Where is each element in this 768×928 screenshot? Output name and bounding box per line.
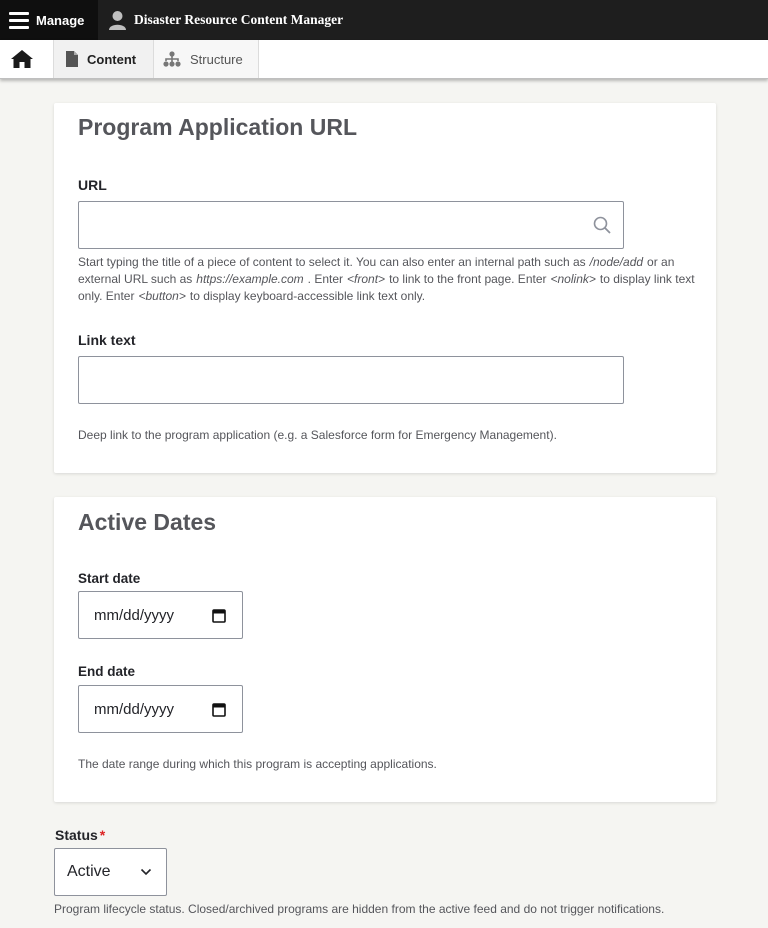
start-date-label: Start date (78, 571, 141, 586)
url-label: URL (78, 177, 107, 193)
home-icon (10, 49, 34, 69)
tray-structure-label: Structure (190, 51, 243, 67)
program-application-url-card (54, 103, 716, 473)
manage-label: Manage (36, 12, 85, 28)
chevron-down-icon (140, 868, 152, 876)
file-icon (66, 51, 78, 67)
active-dates-card (54, 497, 716, 802)
search-icon (593, 216, 611, 234)
manage-toggle[interactable] (0, 0, 98, 40)
user-menu[interactable] (98, 0, 768, 40)
url-section-description: Deep link to the program application (e.g. a Salesforce form for Emergency Management). (78, 428, 557, 442)
status-label: Status * (55, 827, 106, 843)
required-marker: * (99, 827, 106, 843)
dates-section-description: The date range during which this program is accepting applications. (78, 757, 437, 771)
user-label: Disaster Resource Content Manager (134, 12, 344, 27)
url-input[interactable] (78, 201, 624, 249)
tray-content-label: Content (87, 51, 137, 67)
end-date-input[interactable] (78, 685, 243, 733)
hamburger-icon (9, 12, 29, 29)
sitemap-icon (163, 51, 181, 67)
link-text-input[interactable] (78, 356, 624, 404)
start-date-value: mm/dd/yyyy (94, 606, 175, 624)
calendar-icon[interactable] (212, 702, 226, 717)
user-icon (108, 10, 127, 30)
tray-content-link[interactable] (54, 40, 154, 78)
status-description: Program lifecycle status. Closed/archived programs are hidden from the active feed and do not trigger notifications. (54, 902, 665, 916)
admin-toolbar (0, 0, 768, 40)
toolbar-tray (0, 40, 768, 79)
tray-structure-link[interactable] (154, 40, 259, 78)
status-selected-value: Active (67, 863, 111, 880)
end-date-label: End date (78, 664, 136, 679)
start-date-input[interactable] (78, 591, 243, 639)
link-text-label: Link text (78, 332, 136, 348)
url-help-text: Start typing the title of a piece of content to select it. You can also enter an internal path such as /node/add or an external URL such as https://example.com . Enter <front> to link to the front page. Enter <nolink> to display link text only. Enter <button> to display keyboard-accessible link text only. (78, 255, 695, 303)
url-section-title: Program Application URL (78, 114, 357, 140)
end-date-value: mm/dd/yyyy (94, 700, 175, 718)
home-link[interactable] (0, 40, 54, 78)
dates-section-title: Active Dates (78, 509, 217, 535)
status-select[interactable] (54, 848, 167, 896)
calendar-icon[interactable] (212, 608, 226, 623)
